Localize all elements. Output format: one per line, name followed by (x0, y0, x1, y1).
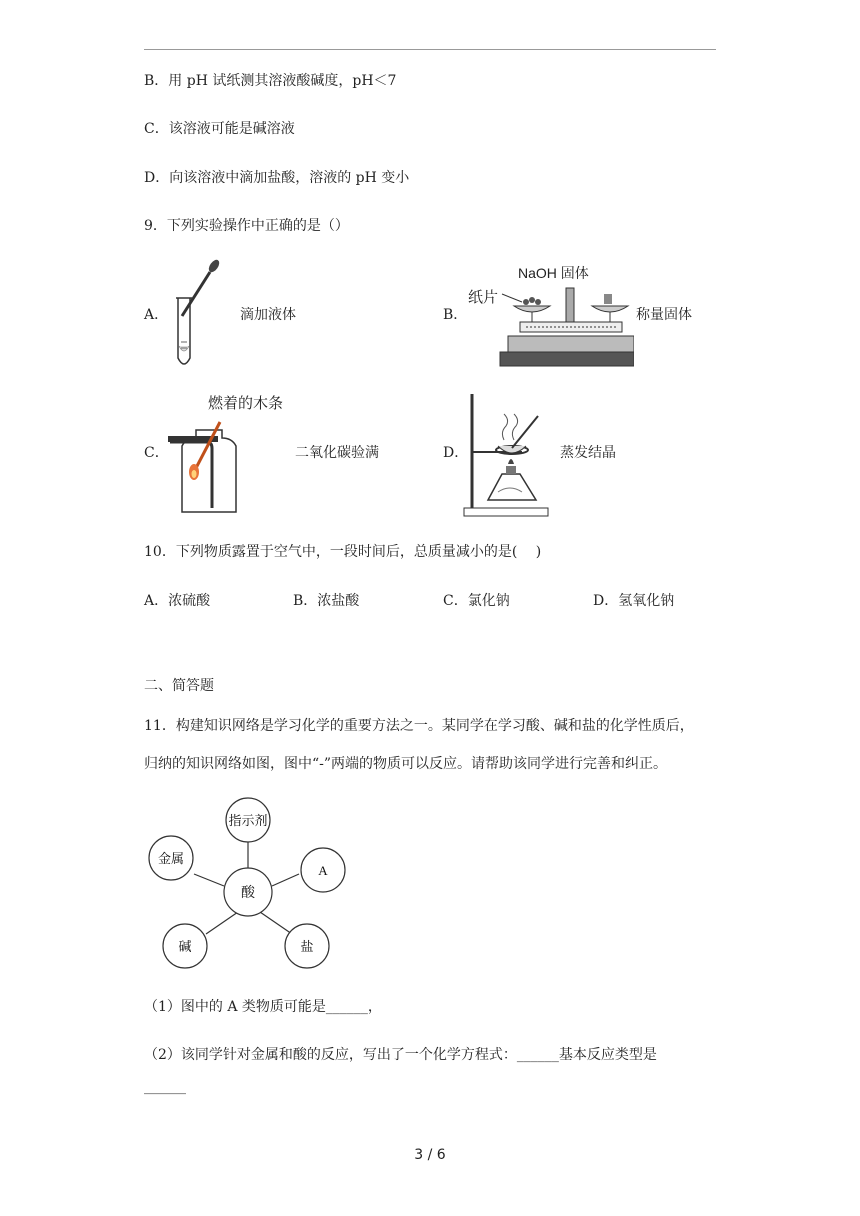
gas-bottle-figure (166, 392, 302, 516)
node-indicator-label: 指示剂 (228, 813, 268, 828)
dropper-tube-figure (160, 258, 230, 374)
node-metal-label: 金属 (157, 851, 185, 866)
q9-b-letter: B． (443, 307, 468, 323)
q8-option-d: D．向该溶液中滴加盐酸，溶液的 pH 变小 (144, 170, 410, 186)
page-number: 3 / 6 (414, 1147, 446, 1163)
header-rule (144, 49, 716, 50)
q9-b-caption: 称量固体 (636, 307, 692, 323)
q9-stem: 9．下列实验操作中正确的是（） (144, 218, 349, 234)
bottle-top-label: 燃着的木条 (208, 395, 284, 412)
q10-stem: 10．下列物质露置于空气中，一段时间后，总质量减小的是( ) (144, 544, 542, 560)
q9-a-caption: 滴加液体 (240, 307, 296, 323)
balance-figure (462, 262, 634, 380)
q11-stem-line1: 11．构建知识网络是学习化学的重要方法之一。某同学在学习酸、碱和盐的化学性质后， (144, 718, 694, 734)
q9-a-letter: A． (144, 307, 169, 323)
q9-d-letter: D． (443, 445, 469, 461)
node-salt-label: 盐 (300, 939, 314, 954)
q8-option-b: B．用 pH 试纸测其溶液酸碱度，pH＜7 (144, 73, 397, 89)
q9-c-letter: C． (144, 445, 169, 461)
q10-option-b: B．浓盐酸 (293, 593, 360, 609)
q8-option-c: C．该溶液可能是碱溶液 (144, 121, 295, 137)
node-base-label: 碱 (178, 939, 192, 954)
q11-sub1: （1）图中的 A 类物质可能是______， (144, 999, 382, 1015)
q10-option-d: D．氢氧化钠 (593, 593, 675, 609)
balance-top-label: NaOH 固体 (518, 265, 589, 281)
q11-sub2-blank: ______ (144, 1079, 186, 1095)
q11-stem-line2: 归纳的知识网络如图，图中“-”两端的物质可以反应。请帮助该同学进行完善和纠正。 (144, 756, 668, 772)
section-title: 二、简答题 (144, 678, 214, 694)
node-a-label: A (318, 863, 328, 878)
q9-d-caption: 蒸发结晶 (560, 445, 616, 461)
balance-side-label: 纸片 (468, 289, 499, 306)
q10-option-c: C．氯化钠 (443, 593, 510, 609)
q10-option-a: A．浓硫酸 (144, 593, 211, 609)
q11-sub2: （2）该同学针对金属和酸的反应，写出了一个化学方程式：______基本反应类型是 (144, 1047, 657, 1063)
q9-c-caption: 二氧化碳验满 (295, 445, 379, 461)
evaporation-figure (462, 388, 552, 518)
node-acid-label: 酸 (241, 884, 255, 900)
acid-network-diagram (144, 796, 364, 976)
